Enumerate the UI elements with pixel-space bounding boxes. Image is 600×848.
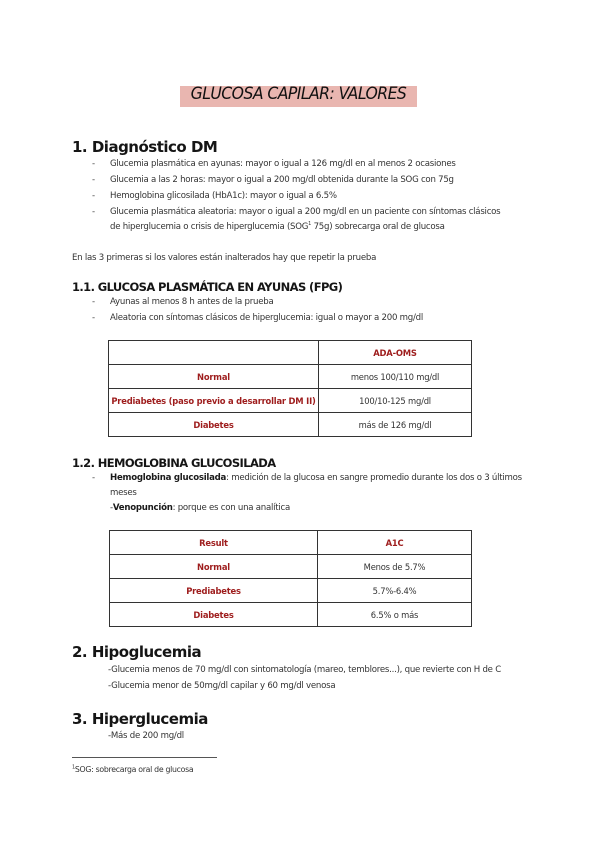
bullet-item-continuation: meses — [110, 488, 137, 498]
bullet-item: Glucemia plasmática aleatoria: mayor o igual a 200 mg/dl en un paciente con síntomas clásicos — [110, 207, 501, 217]
table-row — [109, 389, 472, 413]
bullet-dash: - — [92, 191, 96, 201]
table-cell-value: más de 126 mg/dl — [319, 413, 472, 437]
table-header-cell: Result — [110, 531, 318, 555]
table-header-cell — [109, 341, 319, 365]
dash-prefix: - — [110, 503, 113, 513]
bullet-dash: - — [92, 297, 96, 307]
bullet-item: Aleatoria con síntomas clásicos de hiperglucemia: igual o mayor a 200 mg/dl — [110, 313, 423, 323]
table-row — [110, 555, 472, 579]
bullet-item: Hemoglobina glicosilada (HbA1c): mayor o igual a 6.5% — [110, 191, 337, 201]
bullet-item: Glucemia plasmática en ayunas: mayor o igual a 126 mg/dl en al menos 2 ocasiones — [110, 159, 456, 169]
section-heading-hba1c: 1.2. HEMOGLOBINA GLUCOSILADA — [72, 456, 276, 470]
section-heading-hipoglucemia: 2. Hipoglucemia — [72, 643, 202, 661]
table-cell-value: 100/10-125 mg/dl — [319, 389, 472, 413]
bullet-dash: - — [92, 313, 96, 323]
page-title: GLUCOSA CAPILAR: VALORES — [190, 84, 407, 104]
footnote — [72, 765, 193, 774]
bullet-item — [110, 473, 522, 483]
footnote-number: 1 — [72, 764, 75, 771]
footnote-divider — [72, 757, 217, 758]
section-heading-diagnostico: 1. Diagnóstico DM — [72, 138, 218, 156]
table-header-row — [109, 341, 472, 365]
table-cell-label: Normal — [109, 365, 319, 389]
bullet-text: de hiperglucemia o crisis de hiperglucemia (SOG — [110, 222, 309, 232]
table-row — [109, 413, 472, 437]
table-cell-value: 6.5% o más — [318, 603, 472, 627]
a1c-values-table — [109, 530, 472, 627]
table-header-cell: A1C — [318, 531, 472, 555]
fpg-values-table — [108, 340, 472, 437]
bullet-text: 75g) sobrecarga oral de glucosa — [313, 222, 445, 232]
table-header-cell: ADA-OMS — [319, 341, 472, 365]
table-cell-value: 5.7%-6.4% — [318, 579, 472, 603]
table-cell-label: Diabetes — [110, 603, 318, 627]
bold-term: Venopunción — [112, 503, 173, 513]
footnote-text: SOG: sobrecarga oral de glucosa — [74, 765, 194, 774]
table-row — [110, 603, 472, 627]
line-text: : porque es con una analítica — [172, 503, 291, 513]
bullet-dash: - — [92, 159, 96, 169]
table-row — [110, 579, 472, 603]
table-row — [109, 365, 472, 389]
note-text: En las 3 primeras si los valores están inalterados hay que repetir la prueba — [72, 253, 377, 263]
text-line: -Más de 200 mg/dl — [108, 731, 184, 741]
table-header-row — [110, 531, 472, 555]
table-cell-label: Prediabetes — [110, 579, 318, 603]
bullet-item: Ayunas al menos 8 h antes de la prueba — [110, 297, 274, 307]
bullet-item-continuation — [110, 222, 445, 232]
bullet-dash: - — [92, 473, 96, 483]
bullet-item: Glucemia a las 2 horas: mayor o igual a 200 mg/dl obtenida durante la SOG con 75g — [110, 175, 454, 185]
footnote-ref[interactable]: 1 — [308, 221, 312, 228]
table-cell-label: Prediabetes (paso previo a desarrollar DM II) — [109, 389, 319, 413]
section-heading-fpg: 1.1. GLUCOSA PLASMÁTICA EN AYUNAS (FPG) — [72, 280, 343, 294]
bold-term: Hemoglobina glucosilada — [110, 473, 227, 483]
bullet-dash: - — [92, 207, 96, 217]
text-line: -Glucemia menos de 70 mg/dl con sintomatología (mareo, temblores...), que revierte con H de C — [108, 665, 501, 675]
venopuncion-line — [110, 503, 290, 513]
table-cell-value: Menos de 5.7% — [318, 555, 472, 579]
bullet-dash: - — [92, 175, 96, 185]
table-cell-label: Normal — [110, 555, 318, 579]
table-cell-value: menos 100/110 mg/dl — [319, 365, 472, 389]
table-cell-label: Diabetes — [109, 413, 319, 437]
section-heading-hiperglucemia: 3. Hiperglucemia — [72, 710, 208, 728]
bullet-text: : medición de la glucosa en sangre promedio durante los dos o 3 últimos — [226, 473, 522, 483]
text-line: -Glucemia menor de 50mg/dl capilar y 60 mg/dl venosa — [108, 681, 336, 691]
